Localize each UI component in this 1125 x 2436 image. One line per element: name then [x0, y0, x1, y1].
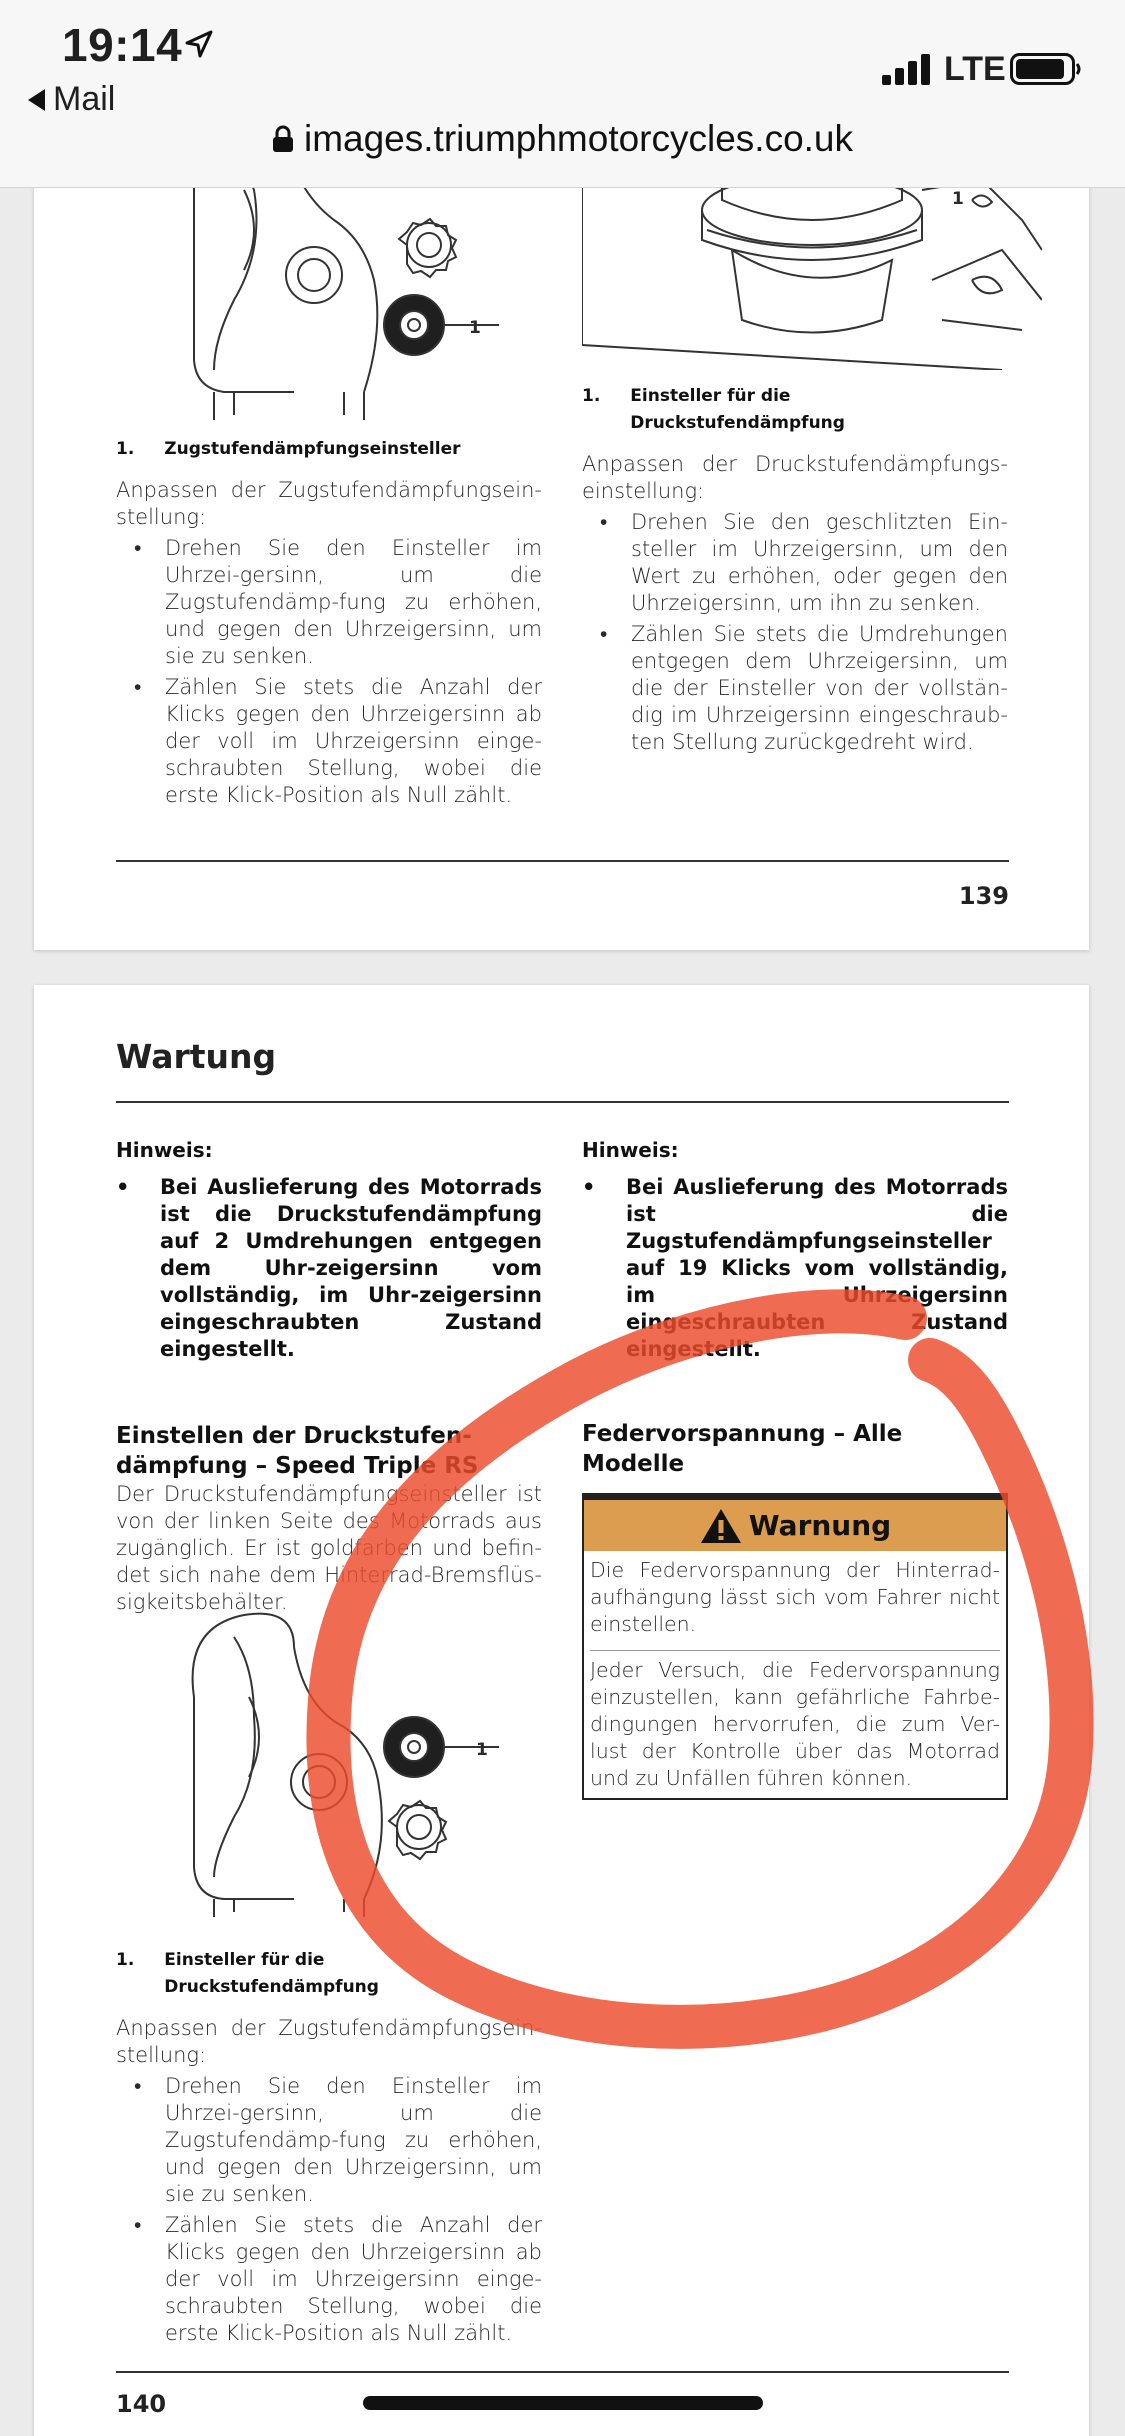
page1-left-caption-text: Zugstufendämpfungseinsteller [164, 439, 461, 459]
battery-icon [1010, 53, 1082, 85]
page2-right-column [582, 1137, 1008, 1800]
location-arrow-icon [183, 28, 215, 60]
page1-right-caption-number: 1. [582, 386, 601, 406]
network-type: LTE [944, 50, 1006, 88]
page1-callout-right: 1 [952, 189, 964, 209]
page1-left-column [116, 436, 542, 809]
warning-triangle-icon [699, 1507, 743, 1545]
page2-right-note-label: Hinweis: [582, 1138, 679, 1162]
page1-right-caption-text: Einsteller für die Druckstufendämpfung [630, 386, 845, 433]
page2-left-intro: Anpassen der Zugstufendämpfungsein-stellung: [116, 2016, 542, 2067]
page2-right-note [582, 1174, 1008, 1363]
page2-footer-rule [116, 2371, 1009, 2373]
list-item: • Drehen Sie den Einsteller im Uhrzei-gersinn, um die Zugstufendämp-fung zu erhöhen, und gegen den Uhrzeigersinn, um sie zu senken. [134, 2073, 542, 2208]
warning-paragraph-2: Jeder Versuch, die Federvorspannung einzustellen, kann gefährliche Fahrbe-dingungen hervorrufen, die zum Ver-lust der Kontrolle über das Motorrad und zu Unfällen führen können. [590, 1650, 1000, 1792]
page-title: Wartung [116, 1037, 277, 1076]
page2-left-caption [116, 1947, 542, 2001]
page2-left-note-label: Hinweis: [116, 1138, 213, 1162]
page2-left-caption-number: 1. [116, 1950, 135, 1970]
page1-right-column [582, 383, 1008, 756]
status-time: 19:14 [62, 19, 183, 71]
page2-left-section-title: Einstellen der Druckstufen-dämpfung – Speed Triple RS [116, 1423, 479, 1479]
page-number-139: 139 [958, 882, 1009, 910]
back-to-app-button[interactable] [28, 80, 115, 119]
page1-right-caption [582, 383, 1008, 437]
lock-icon [272, 125, 294, 153]
page2-left-lower-column [116, 1947, 542, 2347]
pdf-page-140 [34, 985, 1089, 2436]
warning-box [582, 1493, 1008, 1800]
page2-title-rule [116, 1101, 1009, 1103]
warning-header [584, 1495, 1006, 1551]
page2-left-note [116, 1174, 542, 1363]
page1-callout-left: 1 [469, 318, 481, 338]
page2-callout-left: 1 [476, 1740, 488, 1760]
page1-left-bullets [134, 535, 542, 809]
list-item: • Zählen Sie stets die Anzahl der Klicks gegen den Uhrzeigersinn ab der voll im Uhrzeigersinn einge-schraubten Stellung, wobei die erste Klick-Position als Null zählt. [134, 674, 542, 809]
page1-footer-rule [116, 860, 1009, 862]
warning-paragraph-1: Die Federvorspannung der Hinterrad-aufhängung lässt sich vom Fahrer nicht einstellen. [590, 1558, 1000, 1636]
page1-right-bullets [600, 509, 1008, 756]
browser-top-bar [0, 0, 1125, 188]
note-item: • Bei Auslieferung des Motorrads ist die Druckstufendämpfung auf 2 Umdrehungen entgegen dem Uhr-zeigersinn vom vollständig, im Uhr-zeigersinn eingeschraubten Zustand eingestellt. [116, 1174, 542, 1363]
page1-right-intro: Anpassen der Druckstufendämpfungs-einstellung: [582, 452, 1008, 503]
page1-left-caption-number: 1. [116, 439, 135, 459]
back-app-label: Mail [53, 80, 116, 118]
list-item: • Drehen Sie den Einsteller im Uhrzei-gersinn, um die Zugstufendämp-fung zu erhöhen, und gegen den Uhrzeigersinn, um sie zu senken. [134, 535, 542, 670]
address-bar[interactable] [0, 118, 1125, 160]
page2-left-caption-text: Einsteller für die Druckstufendämpfung [164, 1950, 379, 1997]
page2-left-bullets [134, 2073, 542, 2347]
page1-left-intro: Anpassen der Zugstufendämpfungsein-stellung: [116, 478, 542, 529]
page2-left-section-body: Der Druckstufendämpfungseinsteller ist von der linken Seite des Motorrads aus zugänglich. Er ist goldfarben und befin-det sich nahe dem Hinterrad-Bremsflüs-sigkeitsbehälter. [116, 1482, 542, 1614]
list-item: • Zählen Sie stets die Umdrehungen entgegen dem Uhrzeigersinn, um die der Einsteller von der vollstän-dig im Uhrzeigersinn eingeschraub-ten Stellung zurückgedreht wird. [600, 621, 1008, 756]
back-triangle-icon [28, 89, 45, 111]
note-item: • Bei Auslieferung des Motorrads ist die Zugstufendämpfungseinsteller auf 19 Klicks vom vollständig, im Uhrzeigersinn eingeschraubten Zustand eingestellt. [582, 1174, 1008, 1363]
home-indicator[interactable] [363, 2396, 763, 2410]
page2-right-section-title: Federvorspannung – Alle Modelle [582, 1421, 903, 1477]
warning-body [584, 1551, 1006, 1798]
signal-bars-icon [880, 53, 936, 85]
list-item: • Drehen Sie den geschlitzten Ein-steller im Uhrzeigersinn, um den Wert zu erhöhen, oder gegen den Uhrzeigersinn, um ihn zu senken. [600, 509, 1008, 617]
page2-left-column [116, 1137, 542, 1616]
list-item: • Zählen Sie stets die Anzahl der Klicks gegen den Uhrzeigersinn ab der voll im Uhrzeigersinn einge-schraubten Stellung, wobei die erste Klick-Position als Null zählt. [134, 2212, 542, 2347]
url-text: images.triumphmotorcycles.co.uk [303, 118, 854, 159]
page1-left-caption [116, 436, 542, 463]
page-number-140: 140 [116, 2390, 167, 2418]
warning-title: Warnung [748, 1509, 892, 1542]
pdf-page-139 [34, 130, 1089, 950]
